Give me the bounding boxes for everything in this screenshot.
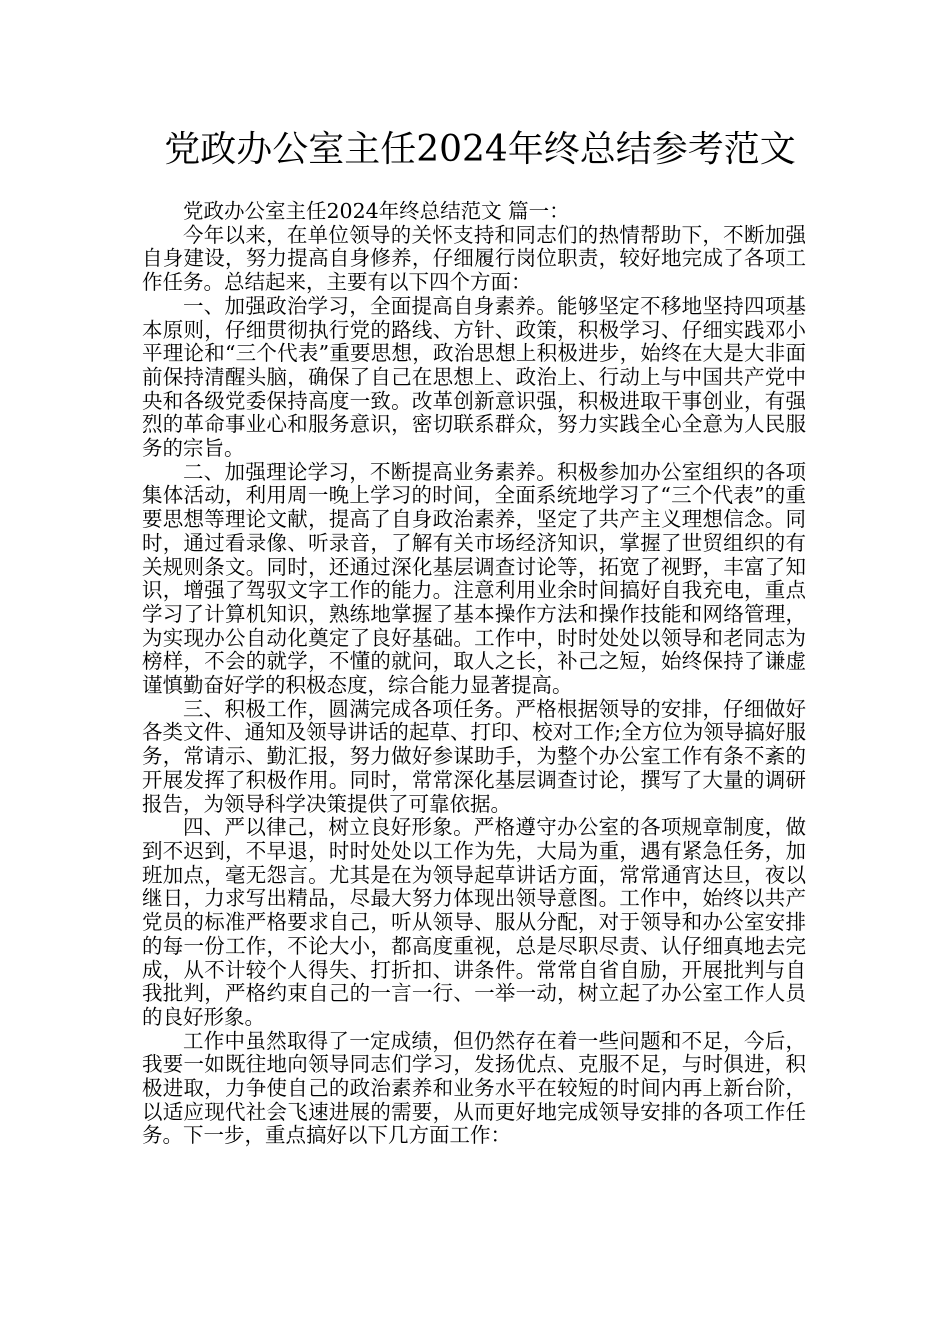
paragraph-active-work: 三、积极工作，圆满完成各项任务。严格根据领导的安排，仔细做好各类文件、通知及领导讲话的起草、打印、校对工作;全方位为领导搞好服务，常请示、勤汇报，努力做好参谋助手，为整个办公室工作有条不紊的开展发挥了积极作用。同时，常常深化基层调查讨论，撰写了大量的调研报告，为领导科学决策提供了可靠依据。 (142, 696, 806, 816)
paragraph-self-discipline: 四、严以律己，树立良好形象。严格遵守办公室的各项规章制度，做到不迟到，不早退，时时处处以工作为先，大局为重，遇有紧急任务，加班加点，毫无怨言。尤其是在为领导起草讲话方面，常常通宵达旦，夜以继日，力求写出精品，尽最大努力体现出领导意图。工作中，始终以共产党员的标准严格要求自己，听从领导、服从分配，对于领导和办公室安排的每一份工作，不论大小，都高度重视，总是尽职尽责、认仔细真地去完成，从不计较个人得失、打折扣、讲条件。常常自省自励，开展批判与自我批判，严格约束自己的一言一行、一举一动，树立起了办公室工作人员的良好形象。 (142, 815, 806, 1029)
document-title: 党政办公室主任2024年终总结参考范文 (164, 129, 796, 170)
paragraph-theory-study: 二、加强理论学习，不断提高业务素养。积极参加办公室组织的各项集体活动，利用周一晚上学习的时间，全面系统地学习了“三个代表”的重要思想等理论文献，提高了自身政治素养，坚定了共产主义理想信念。同时，通过看录像、听录音，了解有关市场经济知识，掌握了世贸组织的有关规则条文。同时，还通过深化基层调查讨论等，拓宽了视野，丰富了知识，增强了驾驭文字工作的能力。注意利用业余时间搞好自我充电，重点学习了计算机知识，熟练地掌握了基本操作方法和操作技能和网络管理，为实现办公自动化奠定了良好基础。工作中，时时处处以领导和老同志为榜样，不会的就学，不懂的就问，取人之长，补己之短，始终保持了谦虚谨慎勤奋好学的积极态度，综合能力显著提高。 (142, 459, 806, 698)
paragraph-outlook: 工作中虽然取得了一定成绩，但仍然存在着一些问题和不足，今后，我要一如既往地向领导同志们学习，发扬优点、克服不足，与时俱进，积极进取，力争使自己的政治素养和业务水平在较短的时间内再上新台阶，以适应现代社会飞速进展的需要，从而更好地完成领导安排的各项工作任务。下一步，重点搞好以下几方面工作： (142, 1028, 806, 1148)
paragraph-intro: 今年以来，在单位领导的关怀支持和同志们的热情帮助下，不断加强自身建设，努力提高自身修养，仔细履行岗位职责，较好地完成了各项工作任务。总结起来，主要有以下四个方面： (142, 222, 806, 295)
paragraph-political-study: 一、加强政治学习，全面提高自身素养。能够坚定不移地坚持四项基本原则，仔细贯彻执行党的路线、方针、政策，积极学习、仔细实践邓小平理论和“三个代表”重要思想，政治思想上积极进步，始终在大是大非面前保持清醒头脑，确保了自己在思想上、政治上、行动上与中国共产党中央和各级党委保持高度一致。改革创新意识强，积极进取干事创业，有强烈的革命事业心和服务意识，密切联系群众，努力实践全心全意为人民服务的宗旨。 (142, 293, 806, 461)
section-heading: 党政办公室主任2024年终总结范文 篇一： (183, 199, 570, 223)
document-body (142, 200, 806, 1148)
